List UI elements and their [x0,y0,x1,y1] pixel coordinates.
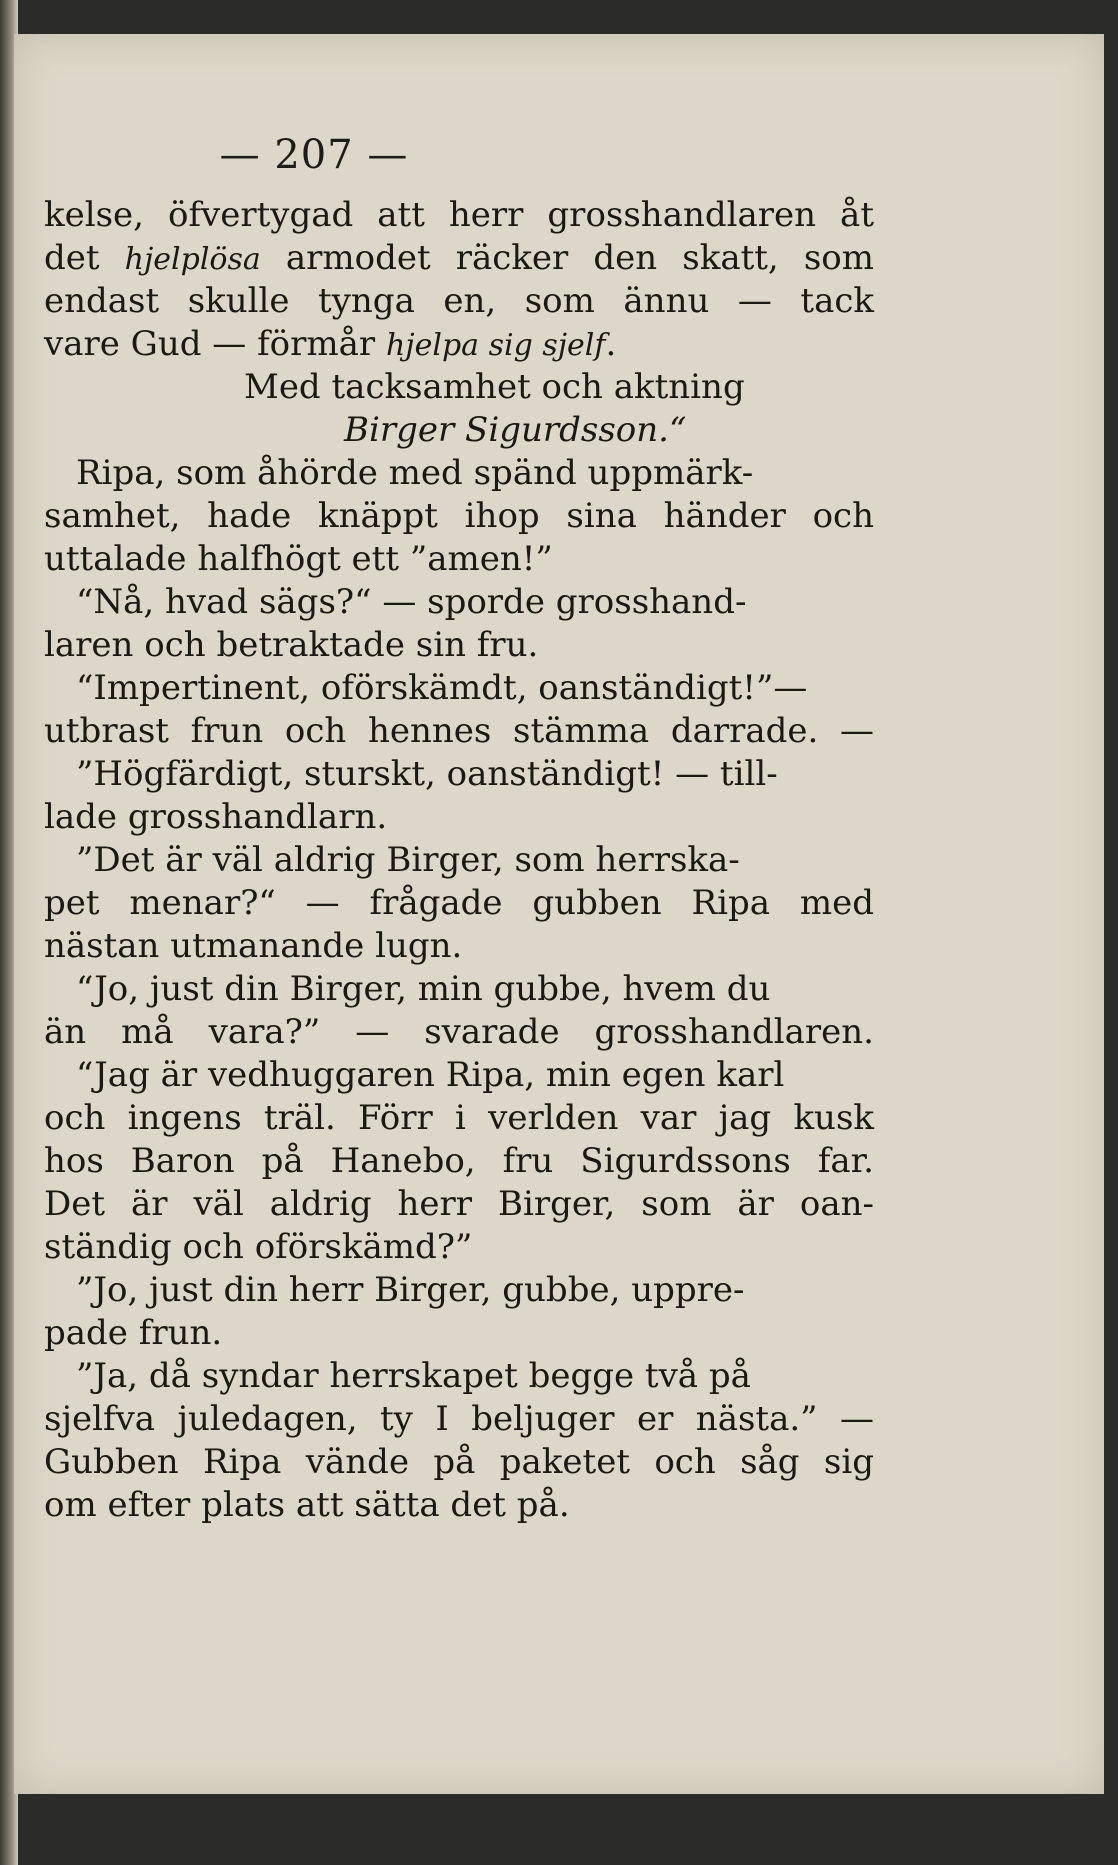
page-number: — 207 — [219,132,409,178]
text-line: lade grosshandlarn. [44,797,388,837]
text-span: vare Gud — förmår [44,324,386,364]
text-line: “Nå, hvad sägs?“ — sporde grosshand- [76,582,747,622]
text-line: hos Baron på Hanebo, fru Sigurdssons far. [44,1141,874,1181]
text-line: Ripa, som åhörde med spänd uppmärk- [76,453,754,493]
text-line: ständig och oförskämd?” [44,1227,473,1267]
italic-text-span: hjelplösa [124,242,261,277]
text-line: pet menar?“ — frågade gubben Ripa med [44,883,874,923]
text-line: uttalade halfhögt ett ”amen!” [44,539,553,579]
signature-line: Birger Sigurdsson.“ [344,410,687,450]
text-line: endast skulle tynga en, som ännu — tack [44,281,874,321]
text-line: samhet, hade knäppt ihop sina händer och [44,496,874,536]
text-line: “Jo, just din Birger, min gubbe, hvem du [76,969,771,1009]
text-line: ”Ja, då syndar herrskapet begge två på [76,1356,751,1396]
text-line: Med tacksamhet och aktning [244,367,745,407]
text-line [44,323,874,366]
italic-text-span: hjelpa sig sjelf [385,328,606,363]
text-line: och ingens träl. Förr i verlden var jag kusk [44,1098,874,1138]
text-line: ”Jo, just din herr Birger, gubbe, uppre- [76,1270,745,1310]
text-line: utbrast frun och hennes stämma darrade. — [44,711,874,751]
body-text [44,194,874,1527]
text-span: . [605,324,617,364]
book-page [14,34,1104,1794]
text-line: sjelfva juledagen, ty I beljuger er nästa.” — [44,1399,874,1439]
text-line [44,237,874,280]
text-span: det [44,238,125,278]
text-span: armodet räcker den skatt, som [260,238,874,278]
text-line: Gubben Ripa vände på paketet och såg sig [44,1442,874,1482]
text-line: om efter plats att sätta det på. [44,1485,570,1525]
text-line: nästan utmanande lugn. [44,926,463,966]
text-line: “Impertinent, oförskämdt, oanständigt!”— [76,668,808,708]
text-line: “Jag är vedhuggaren Ripa, min egen karl [76,1055,785,1095]
text-line: än må vara?” — svarade grosshandlaren. [44,1012,874,1052]
text-line: ”Det är väl aldrig Birger, som herrska- [76,840,740,880]
text-line: laren och betraktade sin fru. [44,625,539,665]
text-line: Det är väl aldrig herr Birger, som är oan- [44,1184,874,1224]
text-line: kelse, öfvertygad att herr grosshandlaren åt [44,195,874,235]
text-line: ”Högfärdigt, sturskt, oanständigt! — till- [76,754,778,794]
text-line: pade frun. [44,1313,223,1353]
